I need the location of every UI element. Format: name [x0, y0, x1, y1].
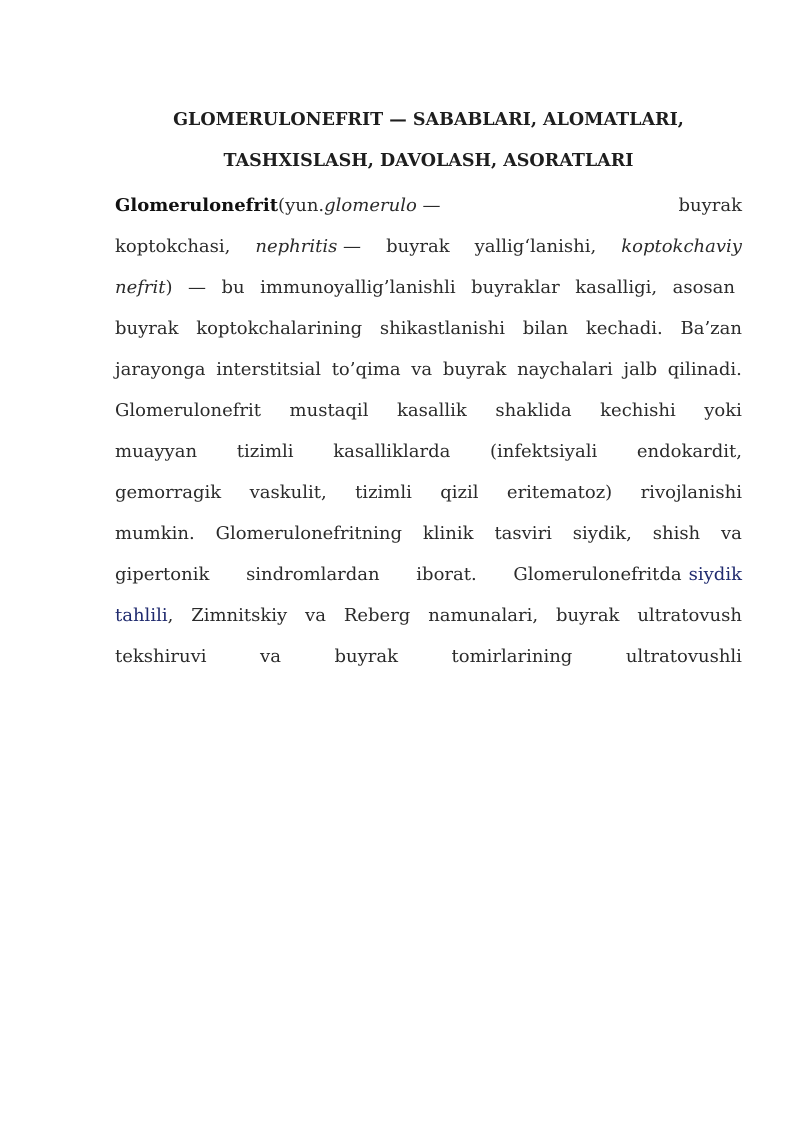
word: tomirlarining [451, 646, 573, 667]
term-nefrit: nefrit [115, 277, 166, 298]
word: koptokchalarining [196, 318, 363, 339]
word: buyrak [555, 605, 620, 626]
word: yoki [704, 400, 742, 421]
title-line-2: TASHXISLASH, DAVOLASH, ASORATLARI [223, 151, 634, 171]
word: endokardit, [636, 441, 742, 462]
word: kechadi. [585, 318, 663, 339]
text-line-7 [115, 431, 742, 472]
word: ultratovushli [625, 646, 742, 667]
word: gemorragik [115, 482, 222, 503]
word: , [167, 605, 174, 626]
word: siydik, [572, 523, 632, 544]
word: (infektsiyali [489, 441, 598, 462]
word: tasviri [494, 523, 552, 544]
word: ) [165, 277, 173, 298]
word: rivojlanishi [640, 482, 742, 503]
word: kasallik [397, 400, 467, 421]
word: mustaqil [289, 400, 369, 421]
document-title [115, 100, 742, 182]
article-body [115, 185, 742, 677]
text-line-8 [115, 472, 742, 513]
text-line-3 [115, 267, 742, 308]
text-line-5 [115, 349, 742, 390]
word: sindromlardan [246, 564, 380, 585]
word: to’qima [331, 359, 401, 380]
word: ultratovush [637, 605, 742, 626]
text-line-4 [115, 308, 742, 349]
word: kasalliklarda [333, 441, 451, 462]
link-siydik[interactable]: siydik [688, 564, 742, 585]
word: mumkin. [115, 523, 195, 544]
text-line-6 [115, 390, 742, 431]
word: buyrak [334, 646, 398, 667]
word: Glomerulonefritda [513, 564, 682, 585]
word: kasalligi, [575, 277, 658, 298]
word: — [188, 277, 207, 298]
word: va [721, 523, 742, 544]
word: vaskulit, [249, 482, 327, 503]
word: eritematoz) [506, 482, 613, 503]
word: namunalari, [428, 605, 539, 626]
term-glomerulo: glomerulo — [324, 195, 441, 216]
text-line-10 [115, 554, 742, 595]
text-fragment [166, 267, 742, 308]
word: shikastlanishi [379, 318, 506, 339]
word: immunoyallig’lanishli [260, 277, 456, 298]
text-fragment: koptokchasi, [115, 236, 231, 257]
text-line-1 [115, 185, 742, 226]
word: shaklida [495, 400, 572, 421]
word: Ba’zan [680, 318, 742, 339]
term-nephritis: nephritis — [255, 236, 362, 257]
word: interstitsial [216, 359, 321, 380]
word: jarayonga [115, 359, 206, 380]
word: kechishi [600, 400, 676, 421]
word: Zimnitskiy [191, 605, 288, 626]
word: asosan [672, 277, 735, 298]
word: va [411, 359, 433, 380]
title-line-1: GLOMERULONEFRIT — SABABLARI, ALOMATLARI, [173, 110, 684, 130]
word: tizimli [355, 482, 412, 503]
word: Glomerulonefrit [115, 400, 261, 421]
word: bu [221, 277, 245, 298]
term-glomerulonefrit: Glomerulonefrit [115, 195, 279, 216]
word: iborat. [416, 564, 477, 585]
word: buyrak [442, 359, 507, 380]
word: shish [652, 523, 701, 544]
text-fragment: (yun. [278, 195, 325, 216]
text-fragment [168, 595, 742, 636]
word: buyrak [115, 318, 179, 339]
text-fragment: yallig‘lanishi, [474, 236, 597, 257]
word: muayyan [115, 441, 198, 462]
link-tahlili[interactable]: tahlili [115, 605, 168, 626]
text-line-12 [115, 636, 742, 677]
word: qizil [440, 482, 479, 503]
text-fragment: buyrak [386, 236, 450, 257]
word: Glomerulonefritning [215, 523, 403, 544]
word: tizimli [236, 441, 294, 462]
text-line-11 [115, 595, 742, 636]
term-koptokchaviy: koptokchaviy [621, 236, 742, 257]
text-line-2 [115, 226, 742, 267]
word: va [305, 605, 326, 626]
text-fragment: buyrak [678, 195, 742, 216]
word: naychalari [517, 359, 613, 380]
word: buyraklar [471, 277, 560, 298]
word: bilan [522, 318, 569, 339]
word: gipertonik [115, 564, 210, 585]
word: qilinadi. [667, 359, 742, 380]
text-fragment [115, 554, 682, 595]
word: va [260, 646, 281, 667]
word: Reberg [343, 605, 411, 626]
word: klinik [422, 523, 474, 544]
word: jalb [623, 359, 658, 380]
text-line-9 [115, 513, 742, 554]
word: tekshiruvi [115, 646, 207, 667]
